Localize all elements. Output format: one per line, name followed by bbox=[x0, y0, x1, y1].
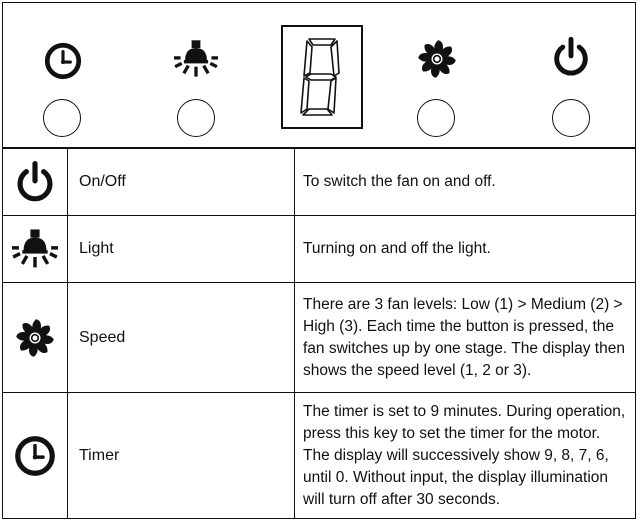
function-name: Timer bbox=[68, 393, 295, 519]
function-name: Light bbox=[68, 216, 295, 283]
timer-button[interactable] bbox=[43, 99, 81, 137]
table-row bbox=[3, 216, 636, 283]
power-button[interactable] bbox=[552, 99, 590, 137]
power-icon bbox=[12, 159, 58, 205]
clock-icon bbox=[42, 40, 84, 82]
function-description: Turning on and off the light. bbox=[295, 216, 636, 283]
fan-icon bbox=[13, 316, 57, 360]
light-bulb-icon bbox=[174, 37, 218, 81]
function-table bbox=[2, 148, 636, 519]
function-description: There are 3 fan levels: Low (1) > Medium (2) > High (3). Each time the button is pressed, the fan switches up by one stage. The display then shows the speed level (1, 2 or 3). bbox=[295, 283, 636, 393]
speed-button[interactable] bbox=[417, 99, 455, 137]
table-row bbox=[3, 393, 636, 519]
seven-segment-display bbox=[281, 25, 363, 129]
table-row bbox=[3, 149, 636, 216]
light-bulb-icon bbox=[12, 226, 58, 272]
function-description: The timer is set to 9 minutes. During operation, press this key to set the timer for the motor. The display will successively show 9, 8, 7, 6, until 0. Without input, the display illumination will turn off after 30 seconds. bbox=[295, 393, 636, 519]
fan-icon bbox=[415, 37, 459, 81]
control-panel bbox=[2, 2, 636, 148]
display-digit bbox=[283, 27, 361, 127]
power-icon bbox=[549, 35, 593, 79]
table-row bbox=[3, 283, 636, 393]
light-button[interactable] bbox=[177, 99, 215, 137]
clock-icon bbox=[12, 433, 58, 479]
function-name: Speed bbox=[68, 283, 295, 393]
function-name: On/Off bbox=[68, 149, 295, 216]
function-description: To switch the fan on and off. bbox=[295, 149, 636, 216]
